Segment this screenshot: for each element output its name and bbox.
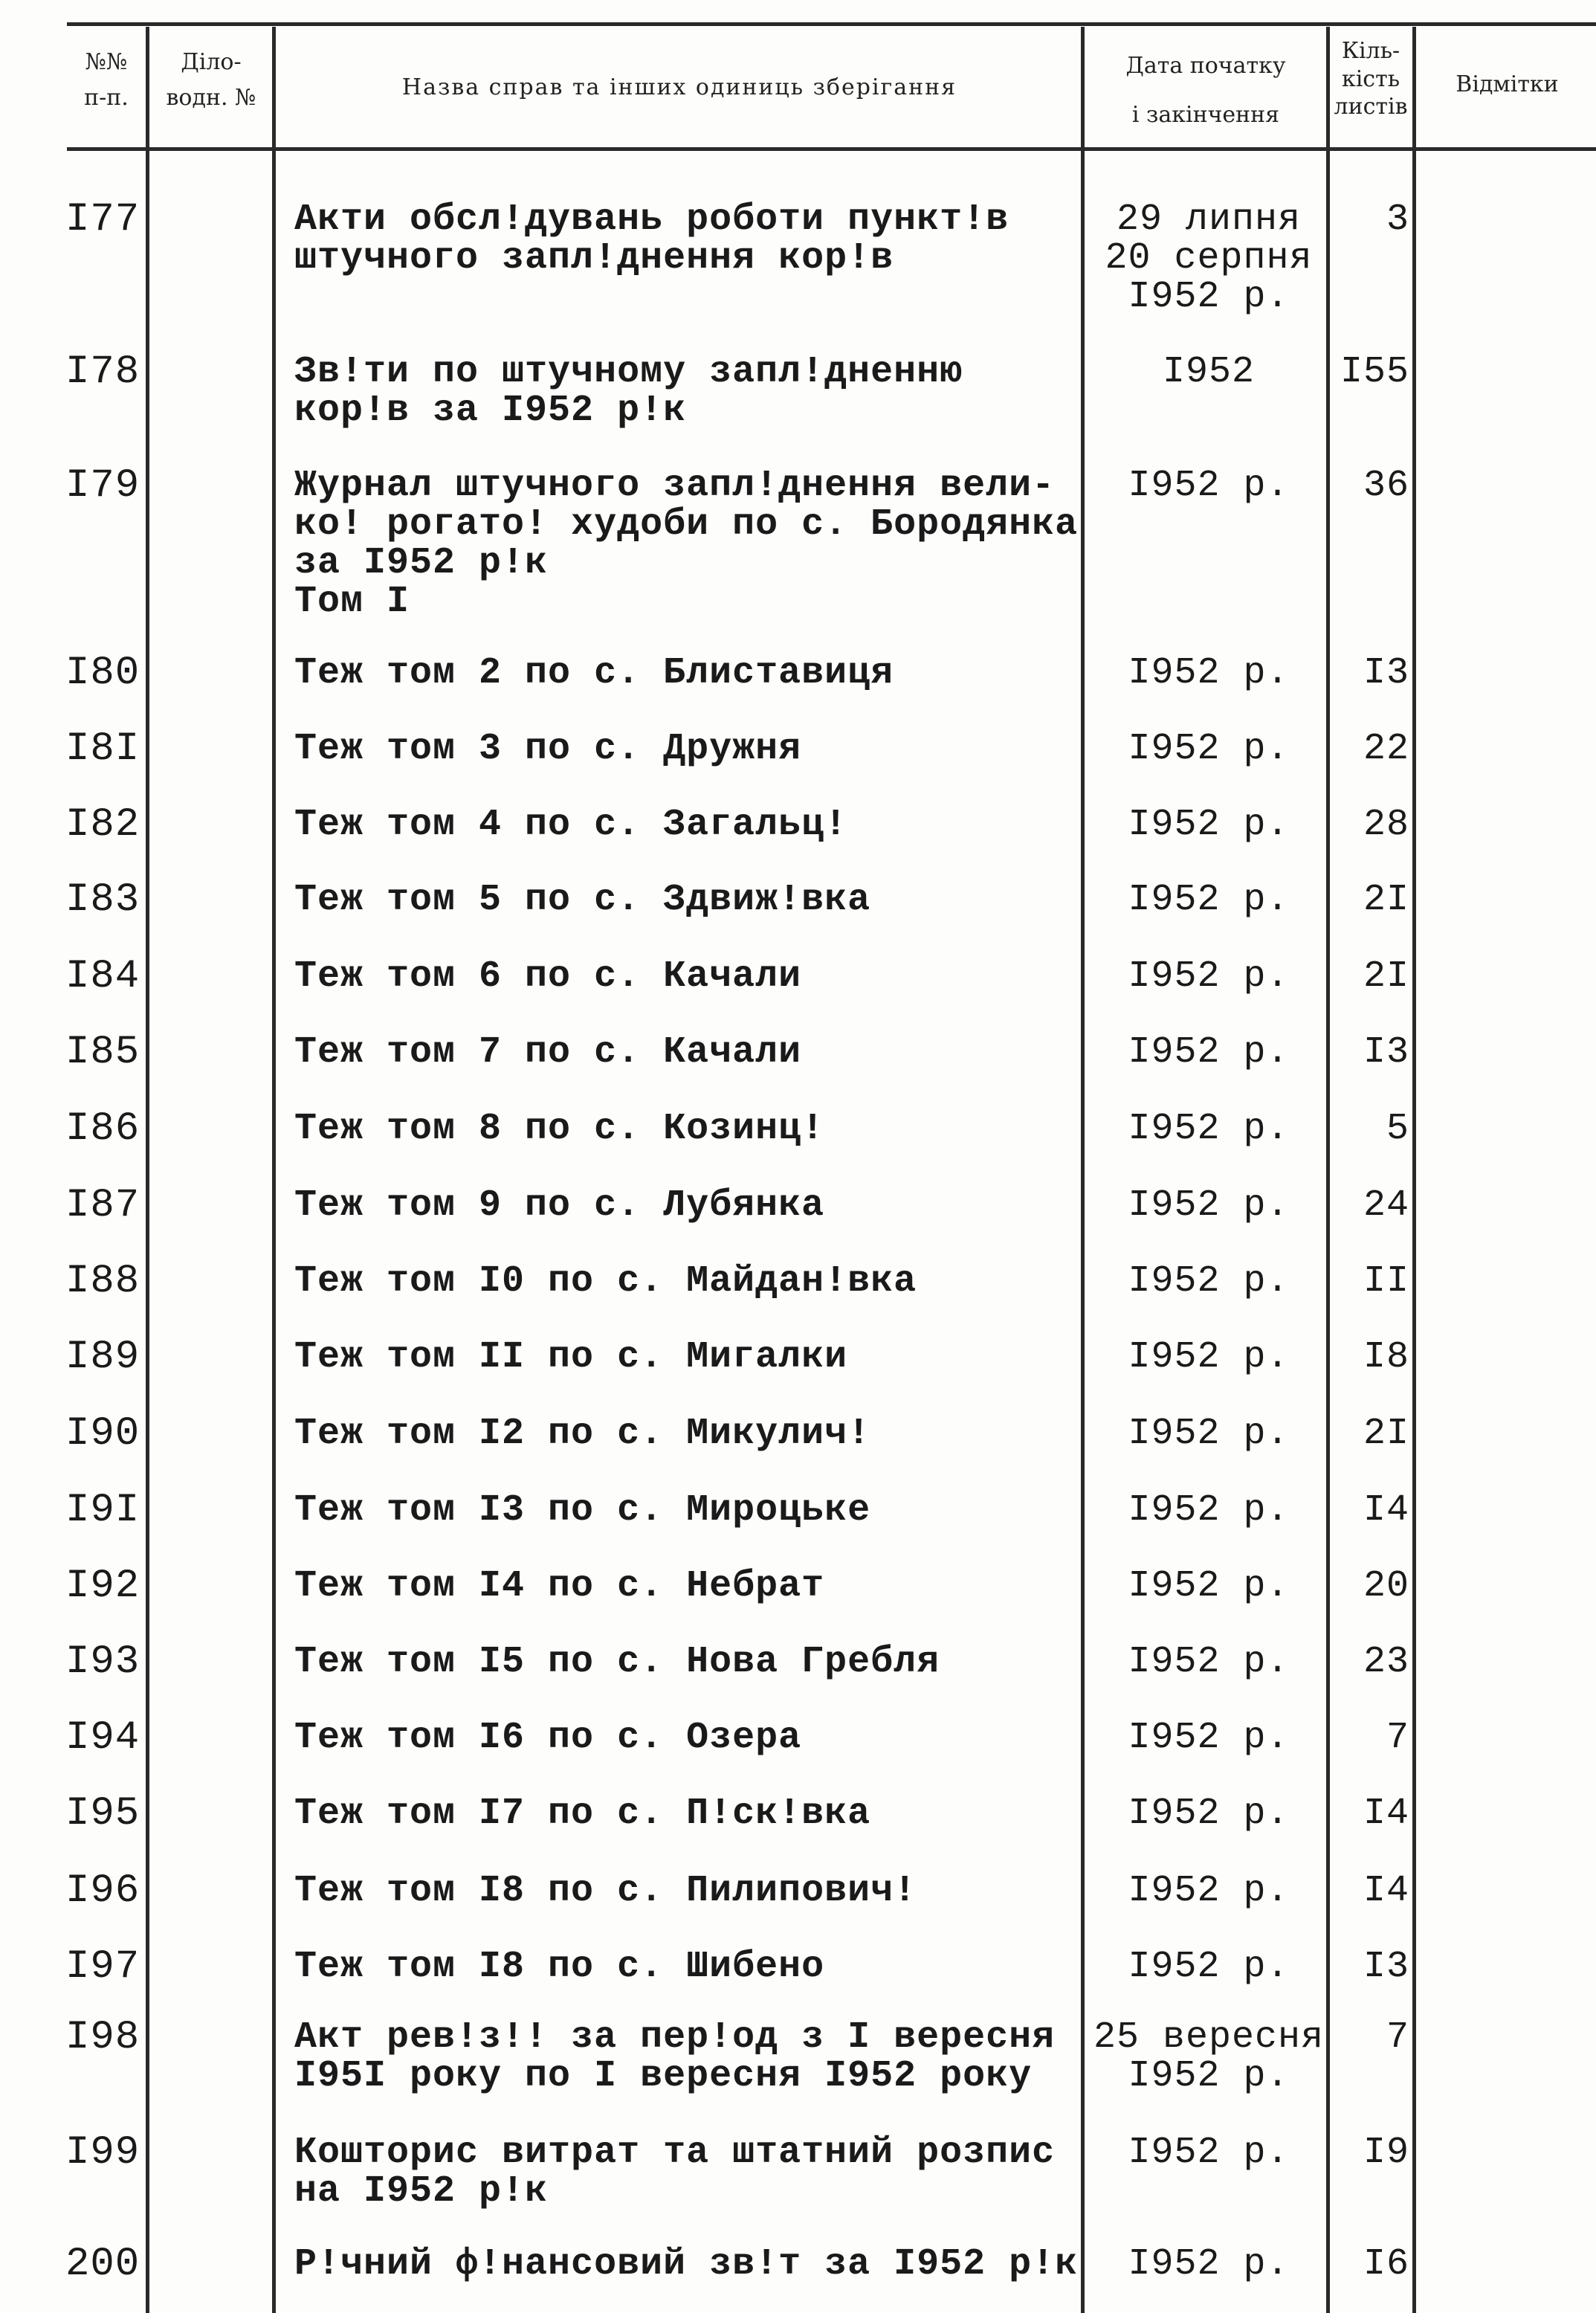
row-title: Акт рев!з!! за пер!од з I вересня I95I року по I вересня I952 року [294,2016,1056,2097]
row-number: I90 [65,1411,140,1456]
row-number: I86 [65,1106,140,1152]
row-dates: I952 [1162,351,1256,393]
row-title: Теж том I7 по с. П!ск!вка [294,1793,871,1835]
row-sheets: I3 [1363,652,1409,694]
row-number: I87 [65,1183,140,1228]
row-dates: I952 р. [1128,728,1290,770]
row-title: Теж том 8 по с. Козинц! [294,1108,825,1150]
row-number: I9I [65,1488,140,1533]
row-sheets: 3 [1386,199,1409,241]
row-sheets: 2I [1363,1413,1409,1455]
row-sheets: I4 [1363,1870,1409,1912]
row-sheets: I3 [1363,1031,1409,1074]
row-sheets: 5 [1386,1108,1409,1150]
header-rule [67,147,1596,151]
row-number: I83 [65,877,140,923]
row-sheets: 22 [1363,728,1409,770]
row-sheets: I8 [1363,1336,1409,1378]
row-sheets: 23 [1363,1641,1409,1683]
header-sheets: Кіль- кість листів [1334,38,1408,120]
row-number: I77 [65,197,140,242]
column-divider [272,27,276,2313]
row-sheets: 7 [1386,1717,1409,1759]
row-title: Теж том I8 по с. Шибено [294,1946,825,1988]
row-dates: I952 р. [1128,1946,1290,1988]
row-title: Теж том I8 по с. Пилипович! [294,1870,917,1912]
header-notes: Відмітки [1456,71,1559,97]
row-title: Теж том I6 по с. Озера [294,1717,802,1759]
row-sheets: I4 [1363,1793,1409,1835]
row-title: Теж том 5 по с. Здвиж!вка [294,879,871,921]
row-sheets: II [1363,1260,1409,1303]
row-dates: I952 р. [1128,2132,1290,2174]
row-title: Теж том 6 по с. Качали [294,955,802,998]
row-dates: I952 р. [1128,2243,1290,2285]
row-dates: I952 р. [1128,465,1290,507]
row-title: Теж том 7 по с. Качали [294,1031,802,1074]
row-title: Журнал штучного запл!днення вели- ко! рогато! худоби по с. Бородянка за I952 р!к Том I [294,465,1079,623]
row-number: I84 [65,954,140,999]
row-sheets: 7 [1386,2016,1409,2059]
row-dates: I952 р. [1128,1489,1290,1532]
row-number: I82 [65,802,140,848]
row-dates: I952 р. [1128,1413,1290,1455]
row-title: Теж том I2 по с. Микулич! [294,1413,871,1455]
row-sheets: 36 [1363,465,1409,507]
row-number: I99 [65,2130,140,2175]
row-title: Теж том I4 по с. Небрат [294,1565,825,1607]
row-number: I85 [65,1030,140,1075]
row-number: I94 [65,1715,140,1761]
row-sheets: I9 [1363,2132,1409,2174]
row-number: I80 [65,651,140,696]
row-dates: I952 р. [1128,1870,1290,1912]
header-number: №№ п-п. [84,49,129,111]
row-title: Р!чний ф!нансовий зв!т за I952 р!к [294,2243,1079,2285]
row-number: I78 [65,349,140,395]
row-dates: I952 р. [1128,1717,1290,1759]
row-title: Теж том 9 по с. Лубянка [294,1184,825,1227]
header-office-number: Діло- водн. № [166,49,256,111]
row-number: I96 [65,1868,140,1914]
row-sheets: 24 [1363,1184,1409,1227]
row-title: Теж том II по с. Мигалки [294,1336,848,1378]
row-sheets: 2I [1363,955,1409,998]
row-sheets: I6 [1363,2243,1409,2285]
row-title: Теж том I3 по с. Мироцьке [294,1489,871,1532]
row-dates: I952 р. [1128,1336,1290,1378]
row-dates: I952 р. [1128,1260,1290,1303]
row-number: I97 [65,1944,140,1990]
row-title: Теж том 3 по с. Дружня [294,728,802,770]
row-number: I93 [65,1639,140,1685]
row-dates: I952 р. [1128,1565,1290,1607]
row-sheets: 20 [1363,1565,1409,1607]
row-number: I88 [65,1259,140,1304]
row-dates: I952 р. [1128,955,1290,998]
row-number: I89 [65,1335,140,1380]
row-dates: I952 р. [1128,1108,1290,1150]
row-dates: I952 р. [1128,1031,1290,1074]
row-number: I95 [65,1791,140,1836]
row-title: Кошторис витрат та штатний розпис на I952 р!к [294,2132,1056,2213]
row-dates: I952 р. [1128,652,1290,694]
row-title: Теж том I0 по с. Майдан!вка [294,1260,917,1303]
top-rule [67,22,1596,26]
row-sheets: 2I [1363,879,1409,921]
row-title: Теж том 4 по с. Загальц! [294,804,848,846]
row-title: Зв!ти по штучному запл!дненню кор!в за I952 р!к [294,351,963,432]
header-title: Назва справ та інших одиниць зберігання [401,74,957,100]
row-dates: I952 р. [1128,879,1290,921]
row-title: Акти обсл!дувань роботи пункт!в штучного запл!днення кор!в [294,199,1009,280]
header-dates: Дата початку і закінчення [1125,53,1286,128]
row-number: I92 [65,1564,140,1609]
row-sheets: I3 [1363,1946,1409,1988]
row-sheets: I4 [1363,1489,1409,1532]
row-dates: 25 вересня I952 р. [1093,2016,1325,2097]
row-dates: I952 р. [1128,1184,1290,1227]
row-sheets: 28 [1363,804,1409,846]
row-number: 200 [65,2242,140,2287]
row-number: I79 [65,463,140,509]
row-sheets: I55 [1340,351,1409,393]
row-title: Теж том 2 по с. Блиставиця [294,652,894,694]
row-title: Теж том I5 по с. Нова Гребля [294,1641,940,1683]
row-number: I8I [65,726,140,772]
row-dates: 29 липня 20 серпня I952 р. [1105,199,1313,318]
row-dates: I952 р. [1128,1641,1290,1683]
row-dates: I952 р. [1128,804,1290,846]
row-number: I98 [65,2015,140,2060]
row-dates: I952 р. [1128,1793,1290,1835]
